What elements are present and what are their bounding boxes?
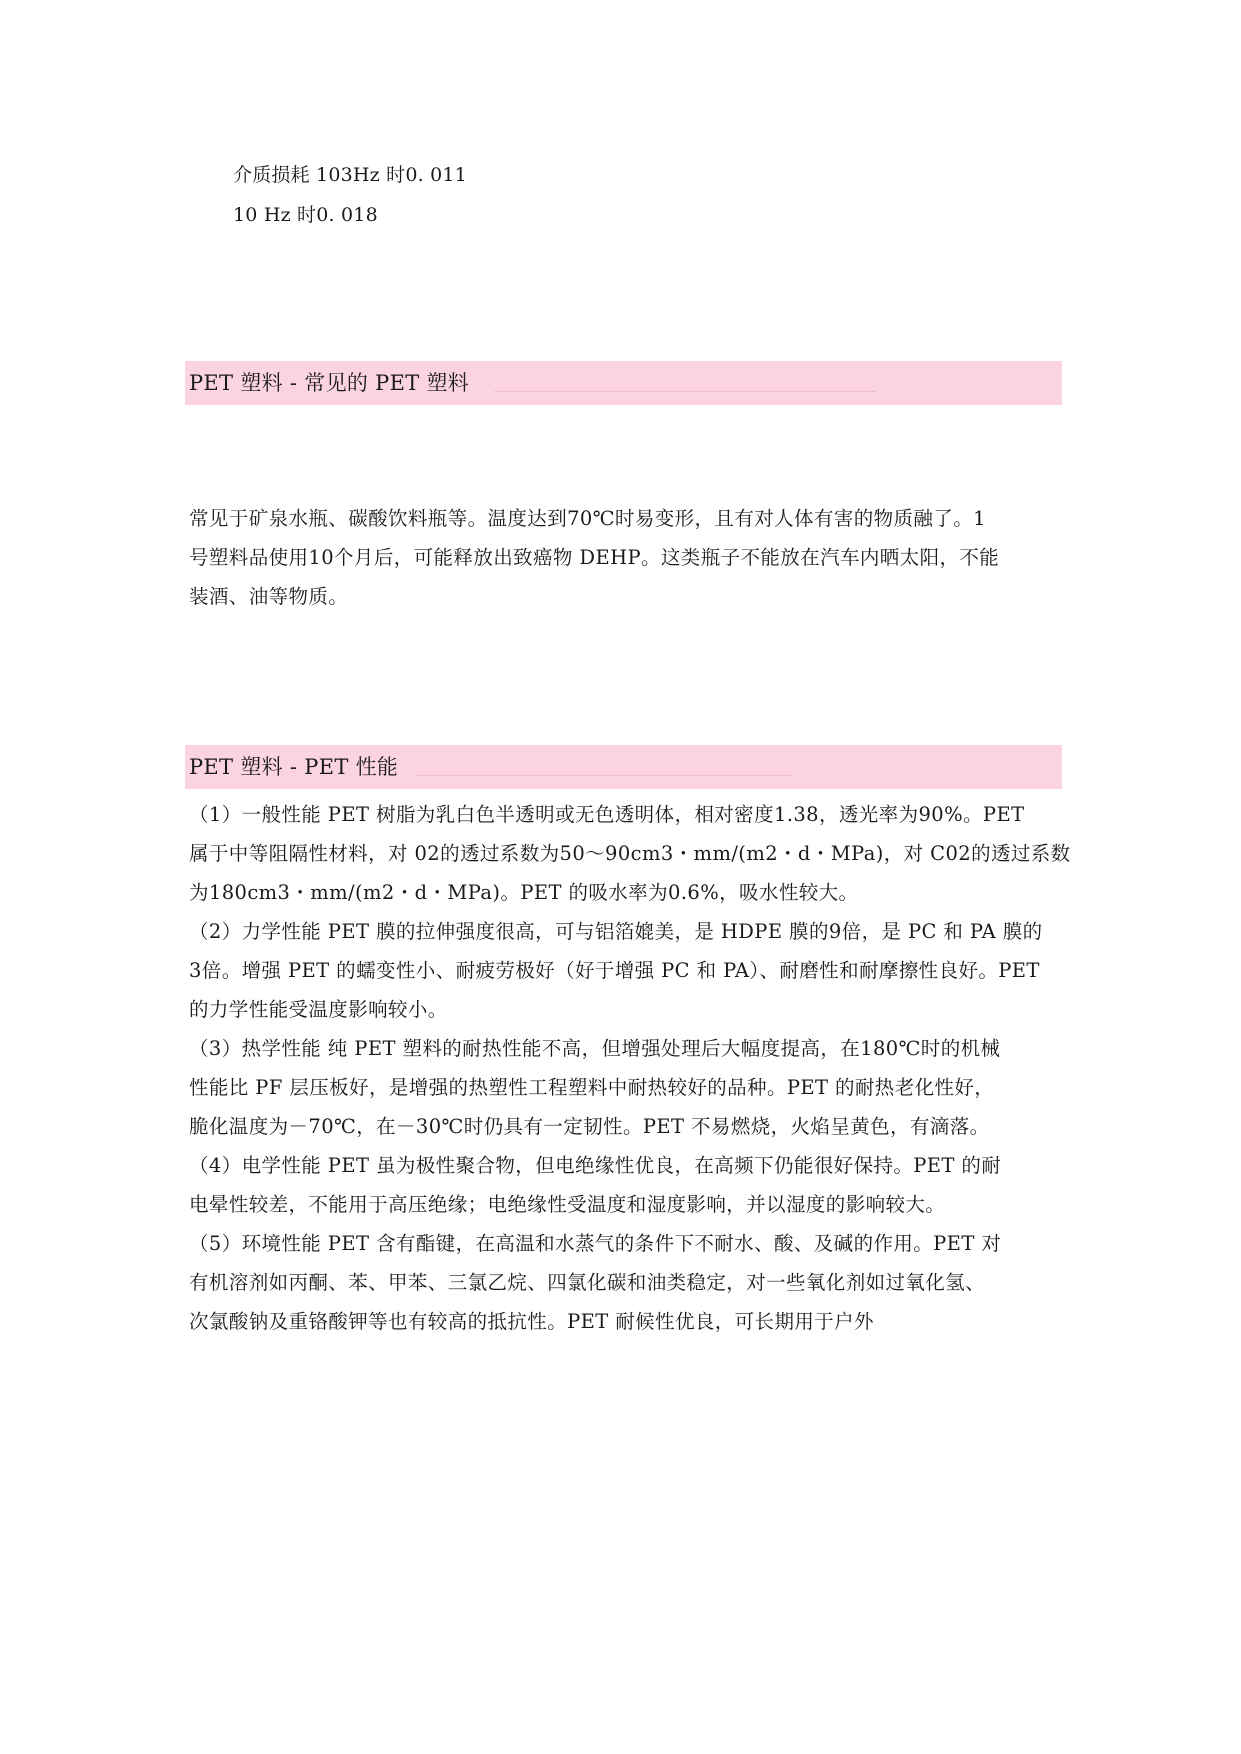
paragraph-line: 号塑料品使用10个月后，可能释放出致癌物 DEHP。这类瓶子不能放在汽车内晒太阳，不能 [189,546,1000,569]
section-heading-text: PET 塑料 - PET 性能 [189,755,399,779]
paragraph-line: 常见于矿泉水瓶、碳酸饮料瓶等。温度达到70℃时易变形，且有对人体有害的物质融了。1 [189,507,986,530]
paragraph-line: 次氯酸钠及重铬酸钾等也有较高的抵抗性。PET 耐候性优良，可长期用于户外 [189,1310,874,1333]
intro-line-frequency: 10 Hz 时0. 018 [233,204,378,226]
paragraph-line: （3）热学性能 纯 PET 塑料的耐热性能不高，但增强处理后大幅度提高，在180℃时的机械 [189,1037,1001,1060]
section-heading-common-pet [185,361,1062,405]
paragraph-line: （2）力学性能 PET 膜的拉伸强度很高，可与铝箔媲美，是 HDPE 膜的9倍，是 PC 和 PA 膜的 [189,920,1043,943]
paragraph-line: 性能比 PF 层压板好，是增强的热塑性工程塑料中耐热较好的品种。PET 的耐热老化性好， [189,1076,995,1099]
paragraph-line: 3倍。增强 PET 的蠕变性小、耐疲劳极好（好于增强 PC 和 PA）、耐磨性和耐摩擦性良好。PET [189,959,1040,982]
paragraph-line: （1）一般性能 PET 树脂为乳白色半透明或无色透明体，相对密度1.38，透光率为90%。PET [189,803,1025,826]
heading-dotted-rule [417,775,792,777]
heading-dotted-rule [495,391,875,393]
paragraph-line: 的力学性能受温度影响较小。 [189,998,448,1021]
intro-line-dielectric-loss: 介质损耗 103Hz 时0. 011 [233,164,467,186]
paragraph-line: 装酒、油等物质。 [189,585,349,608]
paragraph-line: 为180cm3・mm/(m2・d・MPa)。PET 的吸水率为0.6%，吸水性较大。 [189,881,859,904]
paragraph-line: 脆化温度为－70℃，在－30℃时仍具有一定韧性。PET 不易燃烧，火焰呈黄色，有滴落。 [189,1115,990,1138]
paragraph-line: 有机溶剂如丙酮、苯、甲苯、三氯乙烷、四氯化碳和油类稳定，对一些氧化剂如过氧化氢、 [189,1271,986,1294]
section-heading-pet-properties [185,745,1062,789]
section-heading-text: PET 塑料 - 常见的 PET 塑料 [189,371,470,395]
paragraph-line: 电晕性较差，不能用于高压绝缘；电绝缘性受温度和湿度影响，并以湿度的影响较大。 [189,1193,946,1216]
paragraph-line: （4）电学性能 PET 虽为极性聚合物，但电绝缘性优良，在高频下仍能很好保持。PET 的耐 [189,1154,1002,1177]
paragraph-line: （5）环境性能 PET 含有酯键，在高温和水蒸气的条件下不耐水、酸、及碱的作用。PET 对 [189,1232,1002,1255]
paragraph-line: 属于中等阻隔性材料，对 02的透过系数为50～90cm3・mm/(m2・d・MPa)，对 C02的透过系数 [189,842,1071,865]
